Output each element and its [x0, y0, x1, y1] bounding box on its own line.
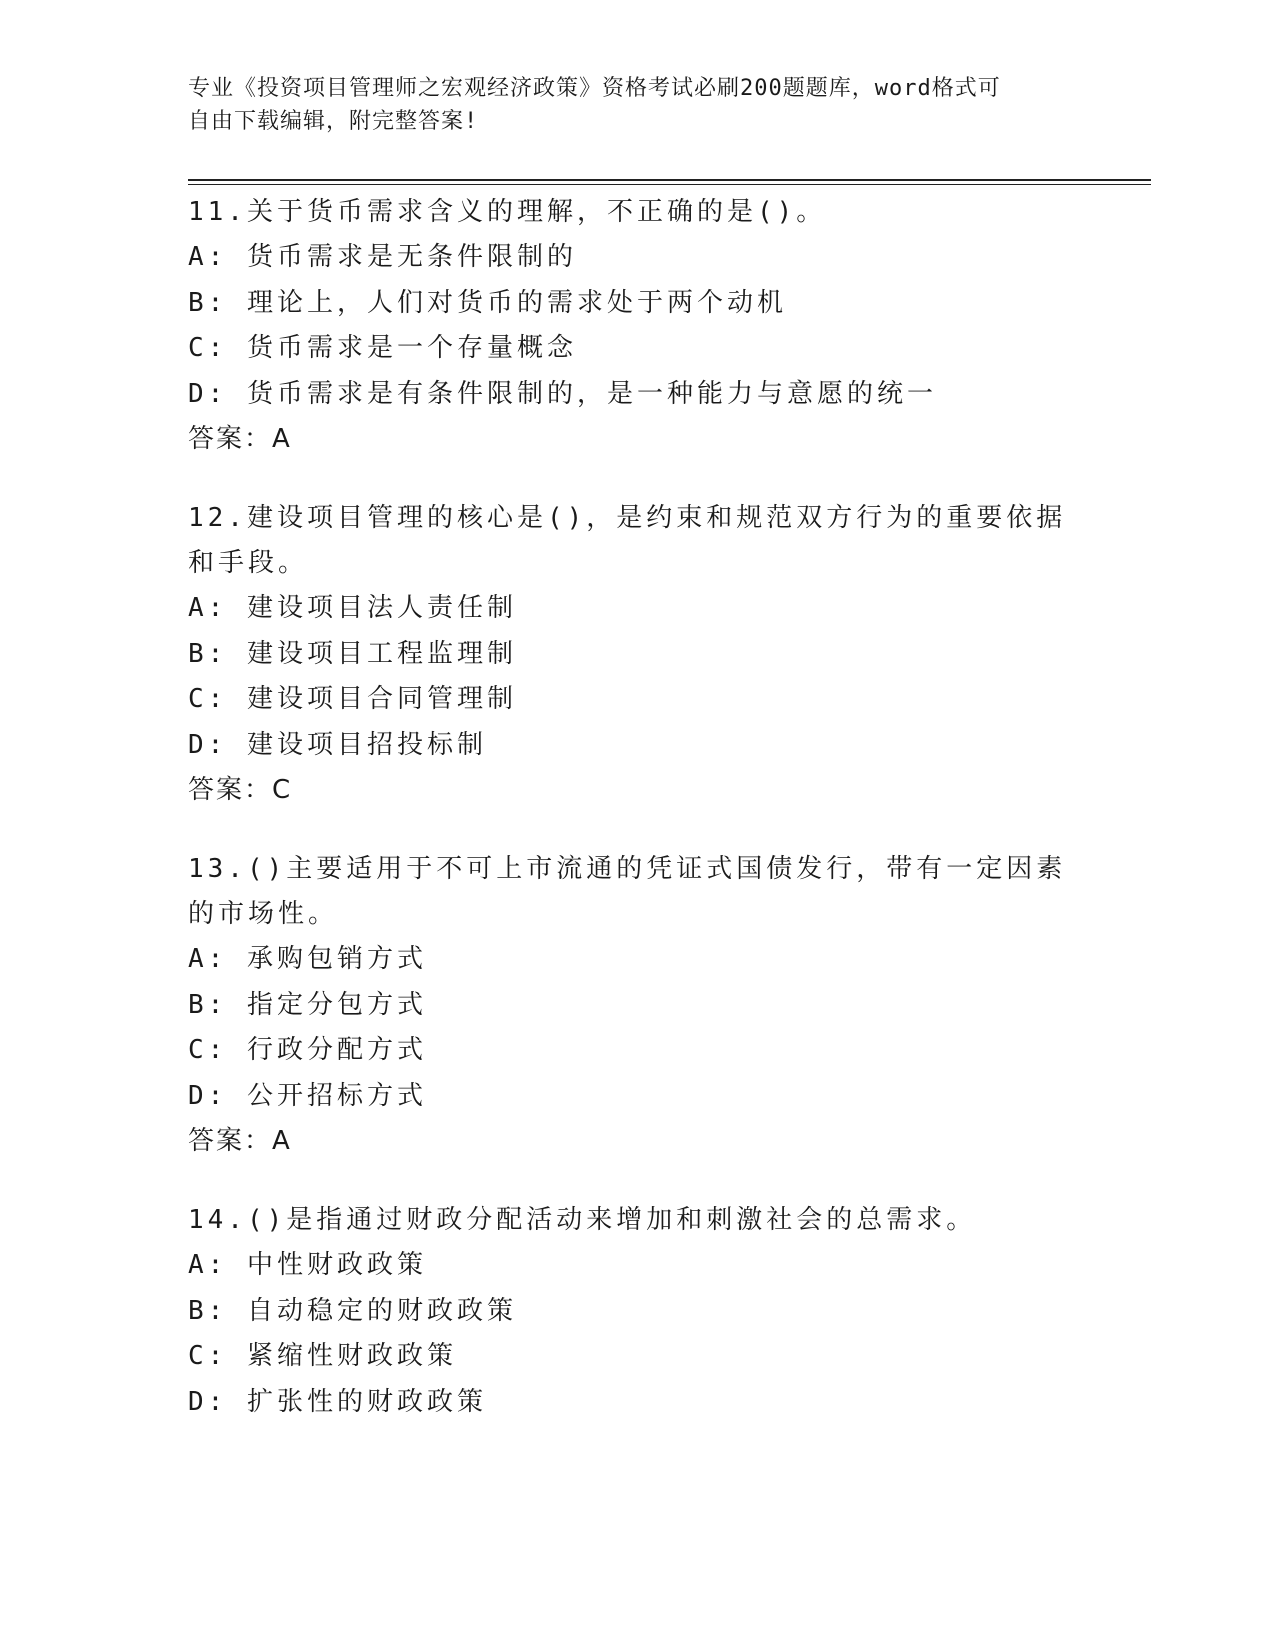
option-b: B: 指定分包方式 [188, 989, 427, 1020]
option-a: A: 建设项目法人责任制 [188, 593, 517, 623]
answer: 答案：A [188, 424, 292, 454]
option-d: D: 扩张性的财政政策 [188, 1386, 487, 1417]
option-d: D: 货币需求是有条件限制的，是一种能力与意愿的统一 [188, 378, 937, 409]
header-line-2: 自由下载编辑，附完整答案! [188, 109, 479, 134]
option-b: B: 自动稳定的财政政策 [188, 1295, 517, 1326]
option-c: C: 货币需求是一个存量概念 [188, 333, 577, 363]
question-stem: 11.关于货币需求含义的理解，不正确的是()。 [188, 197, 827, 227]
option-d: D: 建设项目招投标制 [188, 729, 487, 760]
question-11 [188, 190, 1088, 462]
header-line-1: 专业《投资项目管理师之宏观经济政策》资格考试必刷200题题库，word格式可 [188, 76, 1001, 101]
question-14 [188, 1198, 1088, 1425]
option-c: C: 紧缩性财政政策 [188, 1341, 457, 1371]
header-divider-thin [188, 184, 1151, 185]
question-13 [188, 847, 1088, 1164]
option-a: A: 中性财政政策 [188, 1250, 427, 1280]
option-a: A: 承购包销方式 [188, 944, 427, 974]
question-stem: 12.建设项目管理的核心是()，是约束和规范双方行为的重要依据和手段。 [188, 503, 1067, 578]
option-b: B: 建设项目工程监理制 [188, 638, 517, 669]
option-c: C: 建设项目合同管理制 [188, 684, 517, 714]
option-c: C: 行政分配方式 [188, 1035, 427, 1065]
answer: 答案：A [188, 1126, 292, 1156]
question-stem: 13.()主要适用于不可上市流通的凭证式国债发行，带有一定因素的市场性。 [188, 854, 1067, 929]
header-divider-thick [188, 179, 1151, 181]
option-b: B: 理论上，人们对货币的需求处于两个动机 [188, 287, 787, 318]
question-12 [188, 496, 1088, 813]
answer: 答案：C [188, 775, 293, 805]
question-stem: 14.()是指通过财政分配活动来增加和刺激社会的总需求。 [188, 1205, 977, 1235]
question-list [188, 190, 1088, 1459]
document-header [188, 72, 1068, 138]
option-a: A: 货币需求是无条件限制的 [188, 242, 577, 272]
option-d: D: 公开招标方式 [188, 1080, 427, 1111]
